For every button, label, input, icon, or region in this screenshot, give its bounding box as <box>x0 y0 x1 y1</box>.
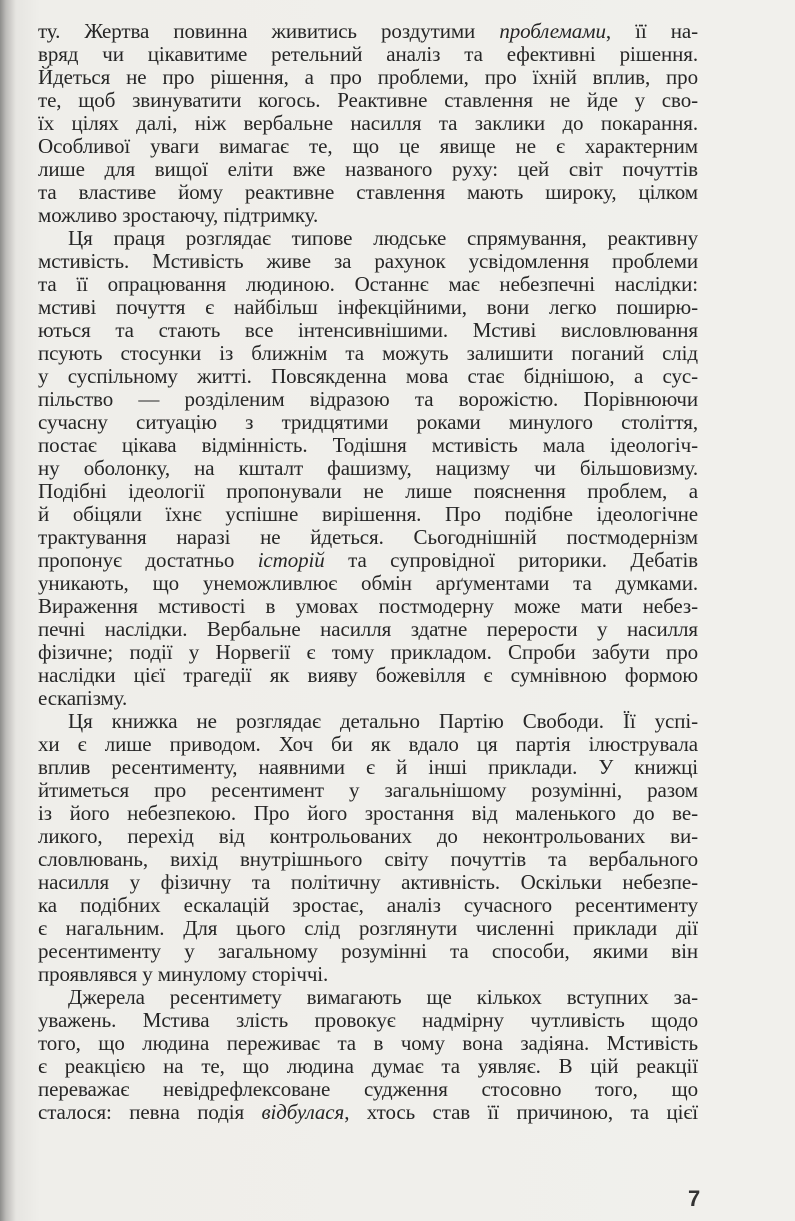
text-segment: у суспільному житті. Повсякденна мова стає біднішою, а сус- <box>38 364 698 388</box>
text-line <box>38 273 698 296</box>
text-line <box>38 963 698 986</box>
text-segment: їх цілях далі, ніж вербальне насилля та заклики до покарання. <box>38 111 698 135</box>
text-line <box>38 457 698 480</box>
text-segment: того, що людина переживає та в чому вона задіяна. Мстивість <box>38 1031 698 1055</box>
text-segment: ка подібних ескалацій зростає, аналіз сучасного ресентименту <box>38 893 698 917</box>
text-segment: й обіцяли їхнє успішне вирішення. Про подібне ідеологічне <box>38 502 698 526</box>
text-segment: є нагальним. Для цього слід розглянути численні приклади дії <box>38 916 698 940</box>
text-segment: переважає невідрефлексоване судження стосовно того, що <box>38 1077 698 1101</box>
text-segment: йтиметься про ресентимент у загальнішому розумінні, разом <box>38 778 698 802</box>
text-line <box>38 1009 698 1032</box>
text-line <box>38 940 698 963</box>
text-line <box>38 572 698 595</box>
text-segment: ту. Жертва повинна живитись роздутими <box>38 19 500 43</box>
text-segment: проявлявся у минулому сторіччі. <box>38 962 329 986</box>
text-segment: можливо зростаючу, підтримку. <box>38 203 319 227</box>
text-segment: ресентименту у загальному розумінні та способи, якими він <box>38 939 698 963</box>
text-line <box>38 135 698 158</box>
italic-text: проблемами <box>499 19 606 43</box>
text-segment: сучасну ситуацію з тридцятими роками минулого століття, <box>38 410 698 434</box>
text-line <box>38 917 698 940</box>
paragraph <box>38 227 698 710</box>
text-segment: те, щоб звинуватити когось. Реактивне ставлення не йде у сво- <box>38 88 698 112</box>
text-line <box>38 480 698 503</box>
text-segment: Вираження мстивості в умовах постмодерну може мати небез- <box>38 594 698 618</box>
text-line <box>38 342 698 365</box>
text-line <box>38 112 698 135</box>
paragraph <box>38 710 698 986</box>
paragraph <box>38 986 698 1124</box>
text-line <box>38 319 698 342</box>
text-segment: ються та стають все інтенсивнішими. Мстиві висловлювання <box>38 318 698 342</box>
text-segment: ну оболонку, на кшталт фашизму, нацизму чи більшовизму. <box>38 456 698 480</box>
text-line <box>38 641 698 664</box>
text-line <box>38 20 698 43</box>
text-segment: сталося: певна подія <box>38 1100 262 1124</box>
text-segment: хи є лише приводом. Хоч би як вдало ця партія ілюструвала <box>38 732 698 756</box>
text-line <box>38 250 698 273</box>
text-segment: лише для вищої еліти вже названого руху: цей світ почуттів <box>38 157 698 181</box>
text-segment: трактування наразі не йдеться. Сьогоднішній постмодернізм <box>38 525 698 549</box>
text-line <box>38 710 698 733</box>
text-line <box>38 1055 698 1078</box>
text-line <box>38 756 698 779</box>
text-line <box>38 802 698 825</box>
text-segment: ликого, перехід від контрольованих до неконтрольованих ви- <box>38 824 698 848</box>
text-line <box>38 227 698 250</box>
page-number: 7 <box>688 1186 701 1211</box>
text-segment: пільство — розділеним відразою та ворожістю. Порівнюючи <box>38 387 698 411</box>
text-segment: уважень. Мстива злість провокує надмірну чутливість щодо <box>38 1008 698 1032</box>
text-line <box>38 549 698 572</box>
text-line <box>38 779 698 802</box>
text-segment: Йдеться не про рішення, а про проблеми, про їхній вплив, про <box>38 65 698 89</box>
italic-text: відбулася <box>261 1100 345 1124</box>
text-segment: Особливої уваги вимагає те, що це явище не є характерним <box>38 134 698 158</box>
text-line <box>38 825 698 848</box>
text-line <box>38 1032 698 1055</box>
text-line <box>38 296 698 319</box>
text-segment: фізичне; події у Норвегії є тому прикладом. Спроби забути про <box>38 640 698 664</box>
text-segment: та властиве йому реактивне ставлення мають широку, цілком <box>38 180 698 204</box>
text-segment: , хтось став її причиною, та цієї <box>344 1100 698 1124</box>
text-line <box>38 181 698 204</box>
text-line <box>38 986 698 1009</box>
text-line <box>38 526 698 549</box>
text-line <box>38 388 698 411</box>
text-segment: ескапізму. <box>38 686 128 710</box>
text-line <box>38 894 698 917</box>
text-line <box>38 1101 698 1124</box>
text-line <box>38 434 698 457</box>
text-line <box>38 1078 698 1101</box>
italic-text: історій <box>257 548 325 572</box>
text-segment: пропонує достатньо <box>38 548 258 572</box>
text-segment: печні наслідки. Вербальне насилля здатне перерости у насилля <box>38 617 698 641</box>
text-line <box>38 733 698 756</box>
text-segment: із його небезпекою. Про його зростання від маленького до ве- <box>38 801 698 825</box>
text-segment: вплив ресентименту, наявними є й інші приклади. У книжці <box>38 755 698 779</box>
text-segment: наслідки цієї трагедії як вияву божевілля є сумнівною формою <box>38 663 698 687</box>
text-segment: , її на- <box>605 19 698 43</box>
body-text <box>38 20 698 1124</box>
text-line <box>38 43 698 66</box>
text-line <box>38 848 698 871</box>
text-segment: Подібні ідеології пропонували не лише пояснення проблем, а <box>38 479 698 503</box>
text-line <box>38 595 698 618</box>
text-line <box>38 411 698 434</box>
text-segment: мстиві почуття є найбільш інфекційними, вони легко поширю- <box>38 295 698 319</box>
text-segment: словлювань, вихід внутрішнього світу почуттів та вербального <box>38 847 698 871</box>
text-segment: та супровідної риторики. Дебатів <box>324 548 698 572</box>
text-line <box>38 158 698 181</box>
text-segment: мстивість. Мстивість живе за рахунок усвідомлення проблеми <box>38 249 698 273</box>
text-line <box>38 503 698 526</box>
text-segment: та її опрацювання людиною. Останнє має небезпечні наслідки: <box>38 272 698 296</box>
text-line <box>38 365 698 388</box>
text-line <box>38 204 698 227</box>
text-segment: Ця книжка не розглядає детально Партію Свободи. Її успі- <box>68 709 698 733</box>
text-line <box>38 871 698 894</box>
text-line <box>38 687 698 710</box>
text-line <box>38 618 698 641</box>
text-segment: псують стосунки із ближнім та можуть залишити поганий слід <box>38 341 698 365</box>
text-line <box>38 66 698 89</box>
text-line <box>38 89 698 112</box>
text-segment: насилля у фізичну та політичну активність. Оскільки небезпе- <box>38 870 698 894</box>
text-segment: уникають, що унеможливлює обмін арґументами та думками. <box>38 571 698 595</box>
text-segment: Джерела ресентимету вимагають ще кількох вступних за- <box>68 985 698 1009</box>
text-line <box>38 664 698 687</box>
text-segment: Ця праця розглядає типове людське спрямування, реактивну <box>68 226 698 250</box>
paragraph <box>38 20 698 227</box>
text-segment: вряд чи цікавитиме ретельний аналіз та ефективні рішення. <box>38 42 698 66</box>
text-segment: постає цікава відмінність. Тодішня мстивість мала ідеологіч- <box>38 433 698 457</box>
text-segment: є реакцією на те, що людина думає та уявляє. В цій реакції <box>38 1054 698 1078</box>
